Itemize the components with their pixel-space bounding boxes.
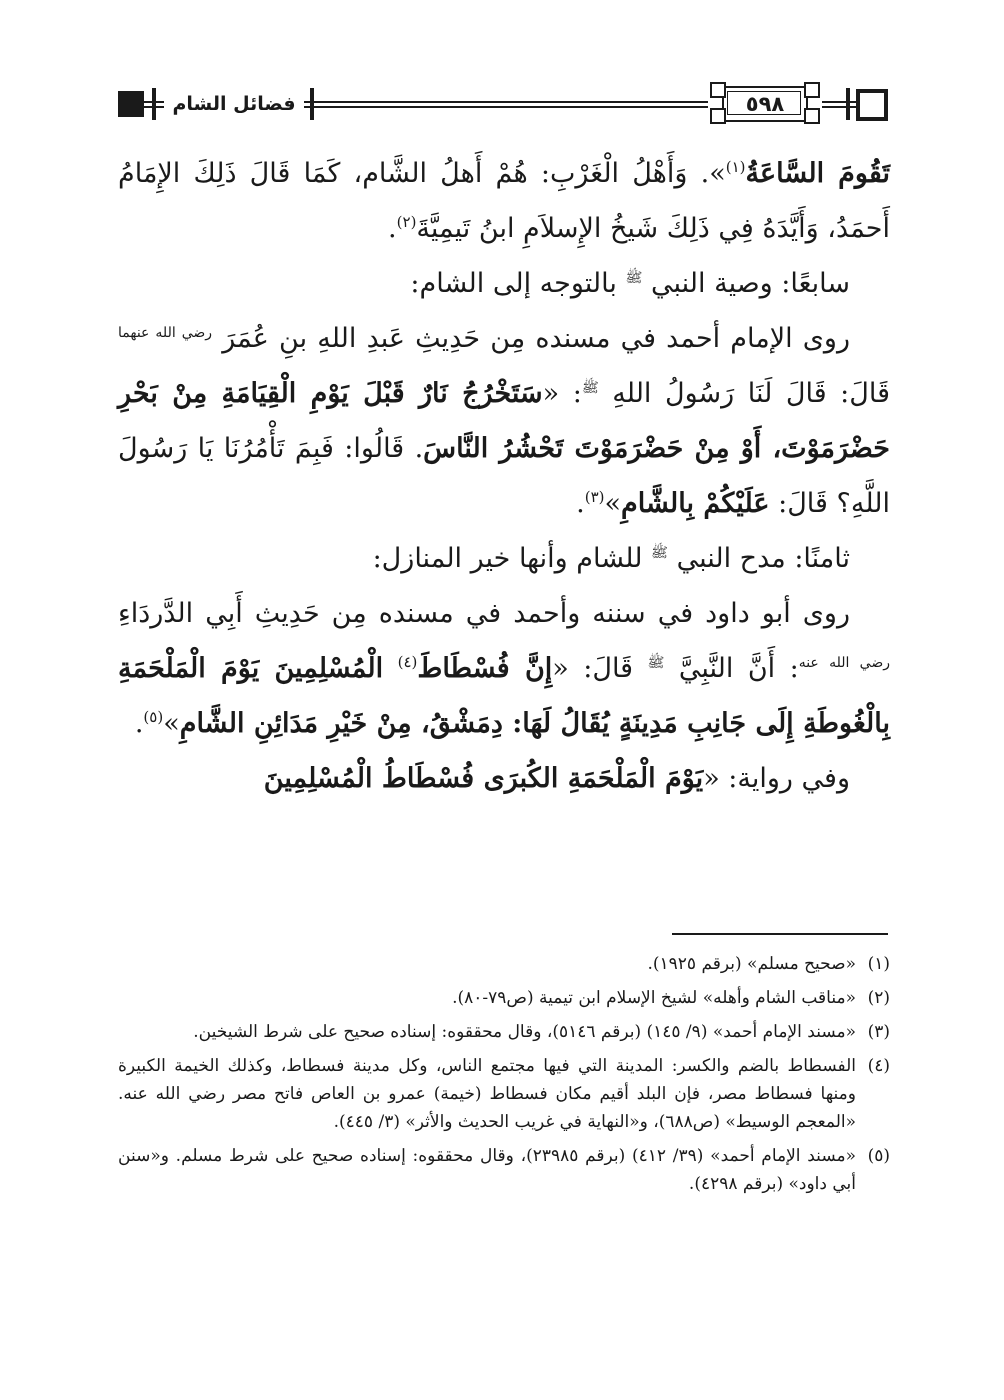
honorific-icon: رضي الله عنهما — [118, 325, 213, 341]
hadith-text: عَلَيْكُمْ بِالشَّامِ — [621, 488, 770, 519]
text: » — [604, 488, 622, 519]
header-ornament-mid-bar — [310, 88, 314, 120]
hadith-text: إِنَّ فُسْطَاطَ — [417, 653, 553, 684]
footnote-text: «مناقب الشام وأهله» لشيخ الإسلام ابن تيمية (ص٧٩-٨٠). — [452, 988, 856, 1008]
page-header — [118, 84, 888, 124]
honorific-icon: ﷺ — [581, 380, 599, 396]
text: : « — [542, 378, 582, 409]
text: . قَالُوا: فَبِمَ تَأْمُرُنَا يَا رَسُولَ اللَّهِ؟ قَالَ: — [118, 433, 890, 519]
honorific-icon: ﷺ — [647, 655, 665, 671]
text: ثامنًا: مدح النبي — [676, 543, 850, 574]
text: روى أبو داود في سننه وأحمد في مسنده مِن حَدِيثِ أَبِي الدَّردَاءِ — [118, 598, 850, 629]
honorific-icon: ﷺ — [625, 270, 643, 286]
text: قَالَ: قَالَ لَنَا رَسُولُ اللهِ — [612, 378, 890, 409]
paragraph — [118, 586, 890, 751]
footnote-number: (٣) — [867, 1022, 890, 1042]
text: . — [388, 213, 397, 244]
footnote — [118, 950, 890, 978]
paragraph — [118, 311, 890, 531]
footnote-ref: (٤) — [397, 653, 418, 671]
footnote — [118, 1018, 890, 1046]
footnote-ref: (٣) — [584, 488, 605, 506]
hadith-text: سَتَخْرُجُ نَارٌ قَبْلَ يَوْمِ الْقِيَامَةِ مِنْ بَحْرِ حَضْرَمَوْتَ، أَوْ مِنْ حَضْرَمَوْتَ تَحْشُرُ النَّاسَ — [118, 378, 890, 464]
footnote-number: (٥) — [867, 1146, 890, 1166]
hadith-text: تَقُومَ السَّاعَةُ — [745, 158, 890, 189]
hadith-text: الْمُسْلِمِينَ يَوْمَ الْمَلْحَمَةِ بِالْغُوطَةِ إِلَى جَانِبِ مَدِينَةٍ يُقَالُ لَهَا: دِمَشْقُ، مِنْ خَيْرِ مَدَائِنِ الشَّامِ — [118, 653, 890, 739]
text: بالتوجه إلى الشام: — [410, 268, 617, 299]
page-number: ٥٩٨ — [745, 92, 785, 116]
text: روى الإمام أحمد في مسنده مِن حَدِيثِ عَبدِ اللهِ بنِ عُمَرَ — [222, 323, 850, 354]
page-number-frame — [708, 82, 822, 126]
header-ornament-left-bar — [152, 88, 156, 120]
text: وفي رواية: « — [703, 763, 850, 794]
header-ornament-right-square — [856, 89, 888, 121]
frame-knot-icon — [804, 82, 820, 98]
footnote-text: الفسطاط بالضم والكسر: المدينة التي فيها مجتمع الناس، وكل مدينة فسطاط، وكذلك الخيمة الكبيرة ومنها فسطاط مصر، فإن البلد أقيم مكان فسطاط (خيمة) عمرو بن العاص فاتح مصر رضي الله عنه. «المعجم الوسيط» (ص٦٨٨)، و«النهاية في غريب الحديث والأثر» (٣/ ٤٤٥). — [118, 1056, 856, 1132]
frame-knot-icon — [804, 108, 820, 124]
footnote-text: «صحيح مسلم» (برقم ١٩٢٥). — [647, 954, 856, 974]
section-heading — [118, 531, 890, 586]
honorific-icon: ﷺ — [651, 545, 668, 561]
text: قَالَ: « — [552, 653, 634, 684]
hadith-text: يَوْمَ الْمَلْحَمَةِ الكُبرَى فُسْطَاطُ الْمُسْلِمِينَ — [263, 763, 704, 794]
book-title: فضائل الشام — [164, 84, 304, 124]
footnote-number: (١) — [867, 954, 890, 974]
footnote — [118, 1052, 890, 1136]
footnote-ref: (١) — [725, 158, 746, 176]
footnote-ref: (٥) — [143, 708, 164, 726]
paragraph — [118, 751, 890, 806]
header-ornament-left-square — [118, 91, 144, 117]
footnote-text: «مسند الإمام أحمد» (٩/ ١٤٥) (برقم ٥١٤٦)، وقال محققوه: إسناده صحيح على شرط الشيخين. — [193, 1022, 856, 1042]
text: » — [163, 708, 180, 739]
footnote-separator — [672, 933, 888, 935]
text: سابعًا: وصية النبي — [651, 268, 850, 299]
frame-knot-icon — [710, 82, 726, 98]
footnote-text: «مسند الإمام أحمد» (٣٩/ ٤١٢) (برقم ٢٣٩٨٥)، وقال محققوه: إسناده صحيح على شرط مسلم. و«سنن أبي داود» (برقم ٤٢٩٨). — [118, 1146, 856, 1194]
paragraph — [118, 146, 890, 256]
footnote-number: (٤) — [867, 1056, 890, 1076]
text: . — [576, 488, 585, 519]
text: : أَنَّ النَّبِيَّ — [678, 653, 799, 684]
text: . — [134, 708, 144, 739]
honorific-icon: رضي الله عنه — [798, 655, 890, 671]
footnote — [118, 984, 890, 1012]
text: للشام وأنها خير المنازل: — [372, 543, 643, 574]
footnote-ref: (٢) — [396, 213, 417, 231]
section-heading — [118, 256, 890, 311]
footnote — [118, 1142, 890, 1198]
frame-knot-icon — [710, 108, 726, 124]
text: ». وَأَهْلُ الْغَرْبِ: هُمْ أَهلُ الشَّام، كَمَا قَالَ ذَلِكَ الإِمَامُ أَحمَدُ، وَأَيَّدَهُ فِي ذَلِكَ شَيخُ الإِسلاَمِ ابنُ تَيمِيَّةَ — [118, 158, 890, 244]
main-text — [118, 146, 890, 806]
header-ornament-right-bar — [846, 88, 850, 120]
footnotes — [118, 950, 890, 1204]
footnote-number: (٢) — [867, 988, 890, 1008]
